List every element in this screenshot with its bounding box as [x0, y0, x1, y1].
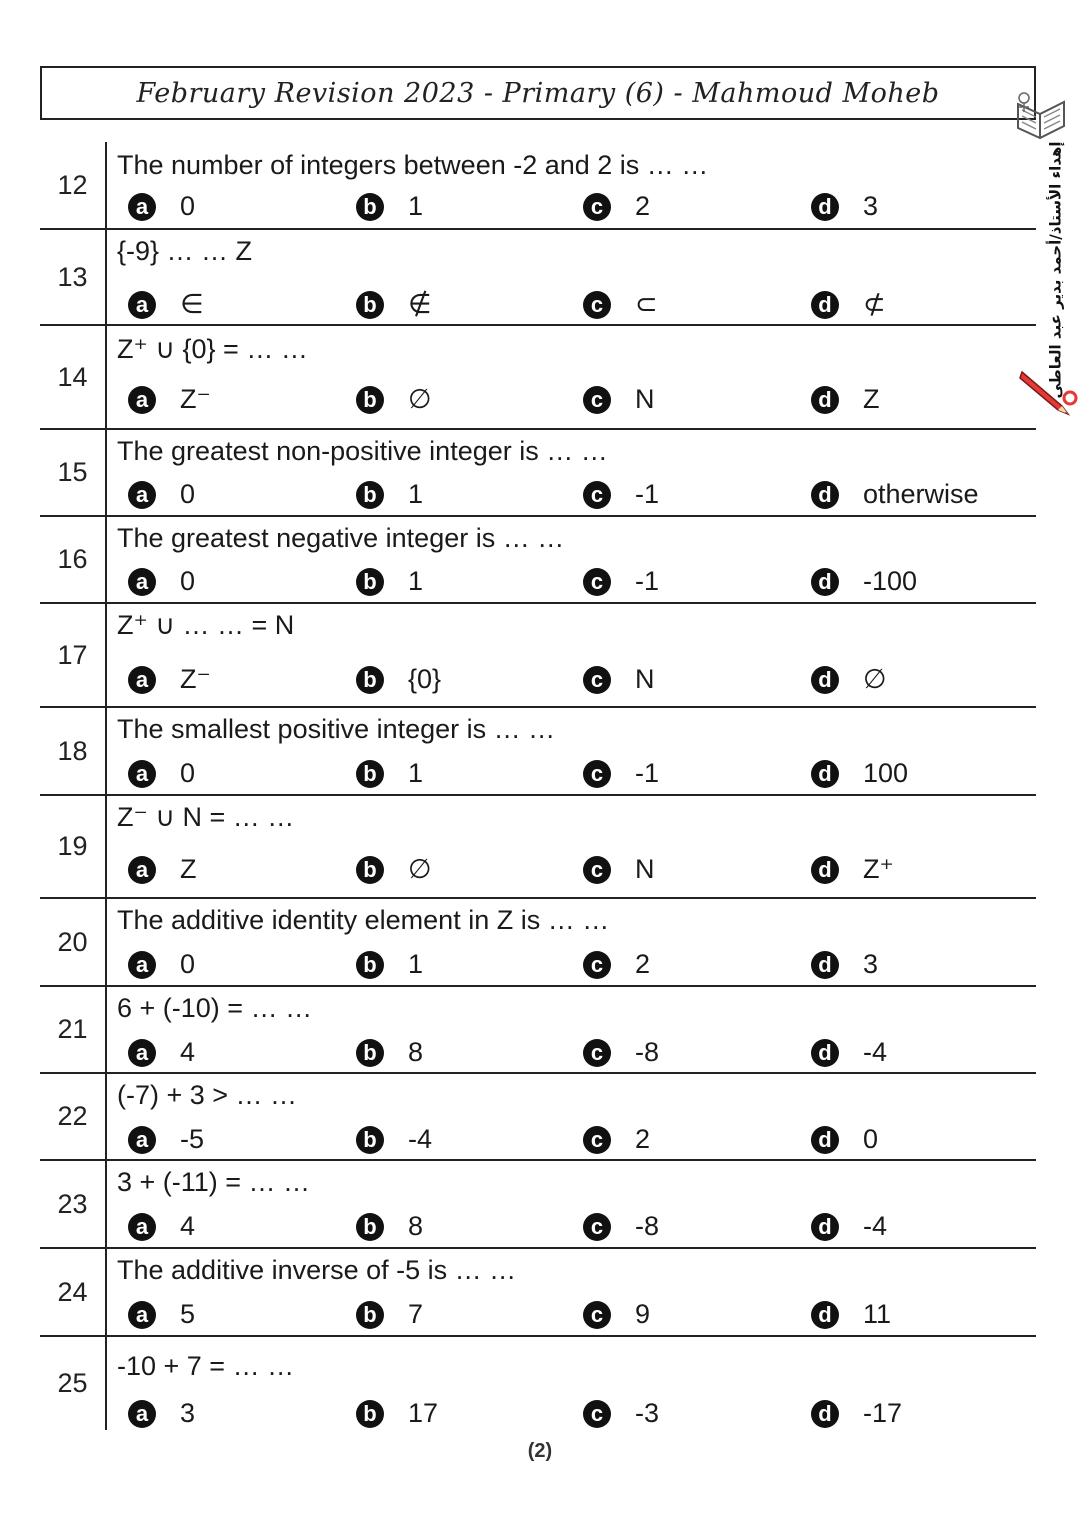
option-letter-badge: c	[583, 666, 611, 694]
answer-option[interactable]	[128, 191, 195, 222]
answer-option[interactable]	[583, 854, 655, 885]
question-number: 17	[57, 639, 88, 670]
option-letter-badge: c	[583, 568, 611, 596]
option-text: 0	[180, 566, 196, 596]
option-letter-badge: c	[583, 193, 611, 221]
answer-option[interactable]	[356, 566, 423, 597]
answer-option[interactable]	[356, 191, 423, 222]
question-number: 18	[57, 735, 88, 766]
question-text: The additive identity element in Z is … …	[117, 905, 610, 935]
answer-option[interactable]	[583, 664, 655, 695]
question-number: 15	[57, 457, 88, 487]
option-letter-badge: b	[356, 291, 384, 319]
answer-option[interactable]	[811, 289, 886, 320]
option-text: -5	[180, 1124, 205, 1154]
option-text: 5	[180, 1299, 196, 1329]
option-letter-badge: c	[583, 1213, 611, 1241]
option-text: Z⁻	[180, 384, 211, 414]
option-text: -100	[863, 566, 918, 596]
option-text: 1	[408, 758, 424, 788]
option-text: 8	[408, 1037, 424, 1067]
option-text: ∈	[180, 289, 204, 319]
option-text: Z	[180, 854, 197, 884]
question-number: 19	[57, 831, 88, 861]
answer-option[interactable]	[128, 384, 211, 415]
option-letter-badge: b	[356, 568, 384, 596]
option-letter-badge: a	[128, 481, 156, 509]
option-letter-badge: a	[128, 951, 156, 979]
question-text: {-9} … … Z	[117, 236, 253, 266]
option-text: 9	[635, 1299, 651, 1329]
question-row	[40, 796, 1036, 899]
answer-option[interactable]	[811, 479, 979, 510]
option-text: 17	[408, 1398, 439, 1428]
question-number: 16	[57, 544, 88, 574]
option-text: 1	[408, 191, 424, 221]
question-row	[40, 326, 1036, 430]
option-letter-badge: d	[811, 951, 839, 979]
answer-option[interactable]	[128, 566, 195, 597]
answer-option[interactable]	[356, 758, 423, 789]
option-text: -17	[863, 1398, 903, 1428]
option-text: -8	[635, 1211, 660, 1241]
option-text: N	[635, 854, 655, 884]
option-text: -8	[635, 1037, 660, 1067]
header-title: February Revision 2023 - Primary (6) - Mahmoud Moheb	[136, 77, 940, 109]
page-number: (2)	[527, 1440, 553, 1462]
option-text: 11	[863, 1299, 892, 1329]
answer-option[interactable]	[583, 479, 659, 510]
question-number: 25	[57, 1368, 88, 1398]
answer-option[interactable]	[811, 566, 917, 597]
option-letter-badge: a	[128, 386, 156, 414]
option-letter-badge: a	[128, 568, 156, 596]
answer-option[interactable]	[128, 479, 195, 510]
option-letter-badge: b	[356, 1126, 384, 1154]
question-text: The additive inverse of -5 is … …	[117, 1255, 517, 1285]
option-text: 3	[863, 191, 879, 221]
option-letter-badge: d	[811, 856, 839, 884]
option-letter-badge: a	[128, 1126, 156, 1154]
option-text: 0	[180, 758, 196, 788]
option-letter-badge: c	[583, 760, 611, 788]
answer-option[interactable]	[583, 1124, 650, 1155]
option-text: Z⁺	[863, 854, 894, 884]
option-text: 3	[863, 949, 879, 979]
option-letter-badge: a	[128, 856, 156, 884]
answer-option[interactable]	[128, 289, 204, 320]
option-letter-badge: d	[811, 386, 839, 414]
option-letter-badge: b	[356, 951, 384, 979]
answer-option[interactable]	[583, 949, 650, 980]
option-letter-badge: d	[811, 1126, 839, 1154]
question-number: 12	[57, 169, 88, 200]
option-letter-badge: b	[356, 1301, 384, 1329]
option-letter-badge: b	[356, 386, 384, 414]
answer-option[interactable]	[811, 1398, 902, 1429]
question-text: The greatest negative integer is … …	[117, 523, 565, 553]
answer-option[interactable]	[583, 384, 655, 415]
question-text: 6 + (-10) = … …	[117, 993, 313, 1023]
answer-option[interactable]	[811, 664, 887, 695]
side-credit-text: إهداء الأستاذ/أحمد بدير عبد العاطى	[1047, 141, 1066, 399]
answer-option[interactable]	[356, 1211, 423, 1242]
question-number: 22	[57, 1101, 88, 1131]
option-text: N	[635, 384, 655, 414]
answer-option[interactable]	[356, 1299, 423, 1330]
option-text: N	[635, 664, 655, 694]
option-letter-badge: b	[356, 666, 384, 694]
answer-option[interactable]	[811, 758, 908, 789]
answer-option[interactable]	[583, 191, 650, 222]
option-text: {0}	[408, 664, 442, 694]
question-text: The number of integers between -2 and 2 is … …	[117, 150, 709, 180]
option-letter-badge: c	[583, 291, 611, 319]
option-letter-badge: c	[583, 1039, 611, 1067]
option-text: 2	[635, 191, 651, 221]
option-text: 4	[180, 1211, 196, 1241]
answer-option[interactable]	[583, 1398, 659, 1429]
question-row	[40, 517, 1036, 604]
option-letter-badge: b	[356, 481, 384, 509]
question-number: 24	[57, 1276, 88, 1307]
answer-option[interactable]	[356, 1037, 423, 1068]
option-letter-badge: d	[811, 568, 839, 596]
question-row	[40, 987, 1036, 1074]
option-letter-badge: b	[356, 1213, 384, 1241]
option-letter-badge: a	[128, 193, 156, 221]
option-text: 4	[180, 1037, 196, 1067]
option-letter-badge: c	[583, 386, 611, 414]
option-text: 2	[635, 1124, 651, 1154]
option-text: 100	[863, 758, 909, 788]
option-letter-badge: c	[583, 1301, 611, 1329]
question-row	[40, 604, 1036, 708]
option-text: -3	[635, 1398, 660, 1428]
option-text: ⊄	[863, 289, 886, 319]
question-row	[40, 1074, 1036, 1161]
option-letter-badge: d	[811, 291, 839, 319]
option-letter-badge: d	[811, 760, 839, 788]
option-text: -4	[408, 1124, 433, 1154]
answer-option[interactable]	[128, 1124, 204, 1155]
option-letter-badge: c	[583, 1400, 611, 1428]
question-row	[40, 708, 1036, 796]
option-text: 0	[180, 191, 196, 221]
option-text: otherwise	[863, 479, 979, 509]
option-text: 0	[180, 479, 196, 509]
question-number: 13	[57, 261, 88, 292]
option-letter-badge: c	[583, 481, 611, 509]
answer-option[interactable]	[128, 1299, 195, 1330]
answer-option[interactable]	[583, 1037, 659, 1068]
question-text: The smallest positive integer is … …	[117, 714, 556, 744]
option-letter-badge: b	[356, 1400, 384, 1428]
answer-option[interactable]	[128, 1211, 195, 1242]
answer-option[interactable]	[811, 1124, 878, 1155]
answer-option[interactable]	[811, 1299, 891, 1330]
answer-option[interactable]	[811, 384, 880, 415]
option-letter-badge: c	[583, 856, 611, 884]
option-letter-badge: a	[128, 1213, 156, 1241]
option-letter-badge: d	[811, 193, 839, 221]
option-letter-badge: b	[356, 193, 384, 221]
answer-option[interactable]	[583, 566, 659, 597]
option-letter-badge: d	[811, 481, 839, 509]
option-letter-badge: a	[128, 666, 156, 694]
question-text: The greatest non-positive integer is … …	[117, 436, 608, 466]
option-text: 3	[180, 1398, 196, 1428]
answer-option[interactable]	[128, 949, 195, 980]
question-row	[40, 1161, 1036, 1249]
question-text: -10 + 7 = … …	[117, 1351, 295, 1381]
question-row	[40, 230, 1036, 326]
option-letter-badge: a	[128, 1400, 156, 1428]
answer-option[interactable]	[128, 758, 195, 789]
option-text: -1	[635, 479, 660, 509]
question-number: 23	[57, 1188, 88, 1219]
option-letter-badge: a	[128, 760, 156, 788]
option-text: Z⁻	[180, 664, 211, 694]
answer-option[interactable]	[356, 664, 441, 695]
question-row	[40, 142, 1036, 230]
answer-option[interactable]	[811, 191, 878, 222]
option-text: 7	[408, 1299, 424, 1329]
question-text: 3 + (-11) = … …	[117, 1167, 311, 1197]
option-letter-badge: a	[128, 1039, 156, 1067]
question-row	[40, 430, 1036, 517]
option-text: -4	[863, 1211, 888, 1241]
question-number: 20	[57, 926, 88, 957]
answer-option[interactable]	[356, 854, 432, 885]
answer-option[interactable]	[583, 758, 659, 789]
option-text: ∅	[408, 854, 432, 884]
option-letter-badge: b	[356, 1039, 384, 1067]
option-text: 1	[408, 566, 424, 596]
option-text: 8	[408, 1211, 424, 1241]
question-text: Z⁻ ∪ N = … …	[117, 802, 295, 832]
question-text: (-7) + 3 > … …	[117, 1080, 298, 1110]
option-letter-badge: d	[811, 1039, 839, 1067]
answer-option[interactable]	[128, 664, 211, 695]
answer-option[interactable]	[811, 1211, 887, 1242]
option-letter-badge: a	[128, 1301, 156, 1329]
answer-option[interactable]	[811, 1037, 887, 1068]
option-letter-badge: b	[356, 856, 384, 884]
option-letter-badge: d	[811, 1301, 839, 1329]
answer-option[interactable]	[128, 1398, 195, 1429]
option-text: -4	[863, 1037, 888, 1067]
answer-option[interactable]	[356, 1398, 438, 1429]
option-letter-badge: a	[128, 291, 156, 319]
option-letter-badge: d	[811, 1213, 839, 1241]
option-letter-badge: c	[583, 1126, 611, 1154]
question-row	[40, 1337, 1036, 1430]
option-text: ∅	[408, 384, 432, 414]
option-text: ⊂	[635, 289, 658, 319]
answer-option[interactable]	[356, 384, 432, 415]
answer-option[interactable]	[356, 289, 432, 320]
answer-option[interactable]	[128, 854, 197, 885]
option-text: 0	[863, 1124, 879, 1154]
answer-option[interactable]	[356, 1124, 432, 1155]
option-text: 1	[408, 479, 424, 509]
answer-option[interactable]	[583, 1211, 659, 1242]
answer-option[interactable]	[583, 1299, 650, 1330]
question-row	[40, 1249, 1036, 1337]
answer-option[interactable]	[356, 949, 423, 980]
answer-option[interactable]	[811, 949, 878, 980]
option-text: -1	[635, 758, 660, 788]
question-row	[40, 899, 1036, 987]
question-number: 14	[57, 361, 88, 392]
side-credit	[1038, 141, 1074, 399]
question-number: 21	[57, 1014, 88, 1044]
question-text: Z⁺ ∪ … … = N	[117, 610, 295, 640]
option-text: -1	[635, 566, 660, 596]
option-text: 2	[635, 949, 651, 979]
option-text: 0	[180, 949, 196, 979]
option-letter-badge: d	[811, 1400, 839, 1428]
answer-option[interactable]	[583, 289, 658, 320]
answer-option[interactable]	[811, 854, 894, 885]
option-text: 1	[408, 949, 424, 979]
option-letter-badge: c	[583, 951, 611, 979]
option-text: ∅	[863, 664, 887, 694]
answer-option[interactable]	[356, 479, 423, 510]
page-header	[40, 66, 1036, 120]
option-letter-badge: d	[811, 666, 839, 694]
option-letter-badge: b	[356, 760, 384, 788]
option-text: ∉	[408, 289, 432, 319]
option-text: Z	[863, 384, 880, 414]
question-text: Z⁺ ∪ {0} = … …	[117, 334, 308, 364]
answer-option[interactable]	[128, 1037, 195, 1068]
